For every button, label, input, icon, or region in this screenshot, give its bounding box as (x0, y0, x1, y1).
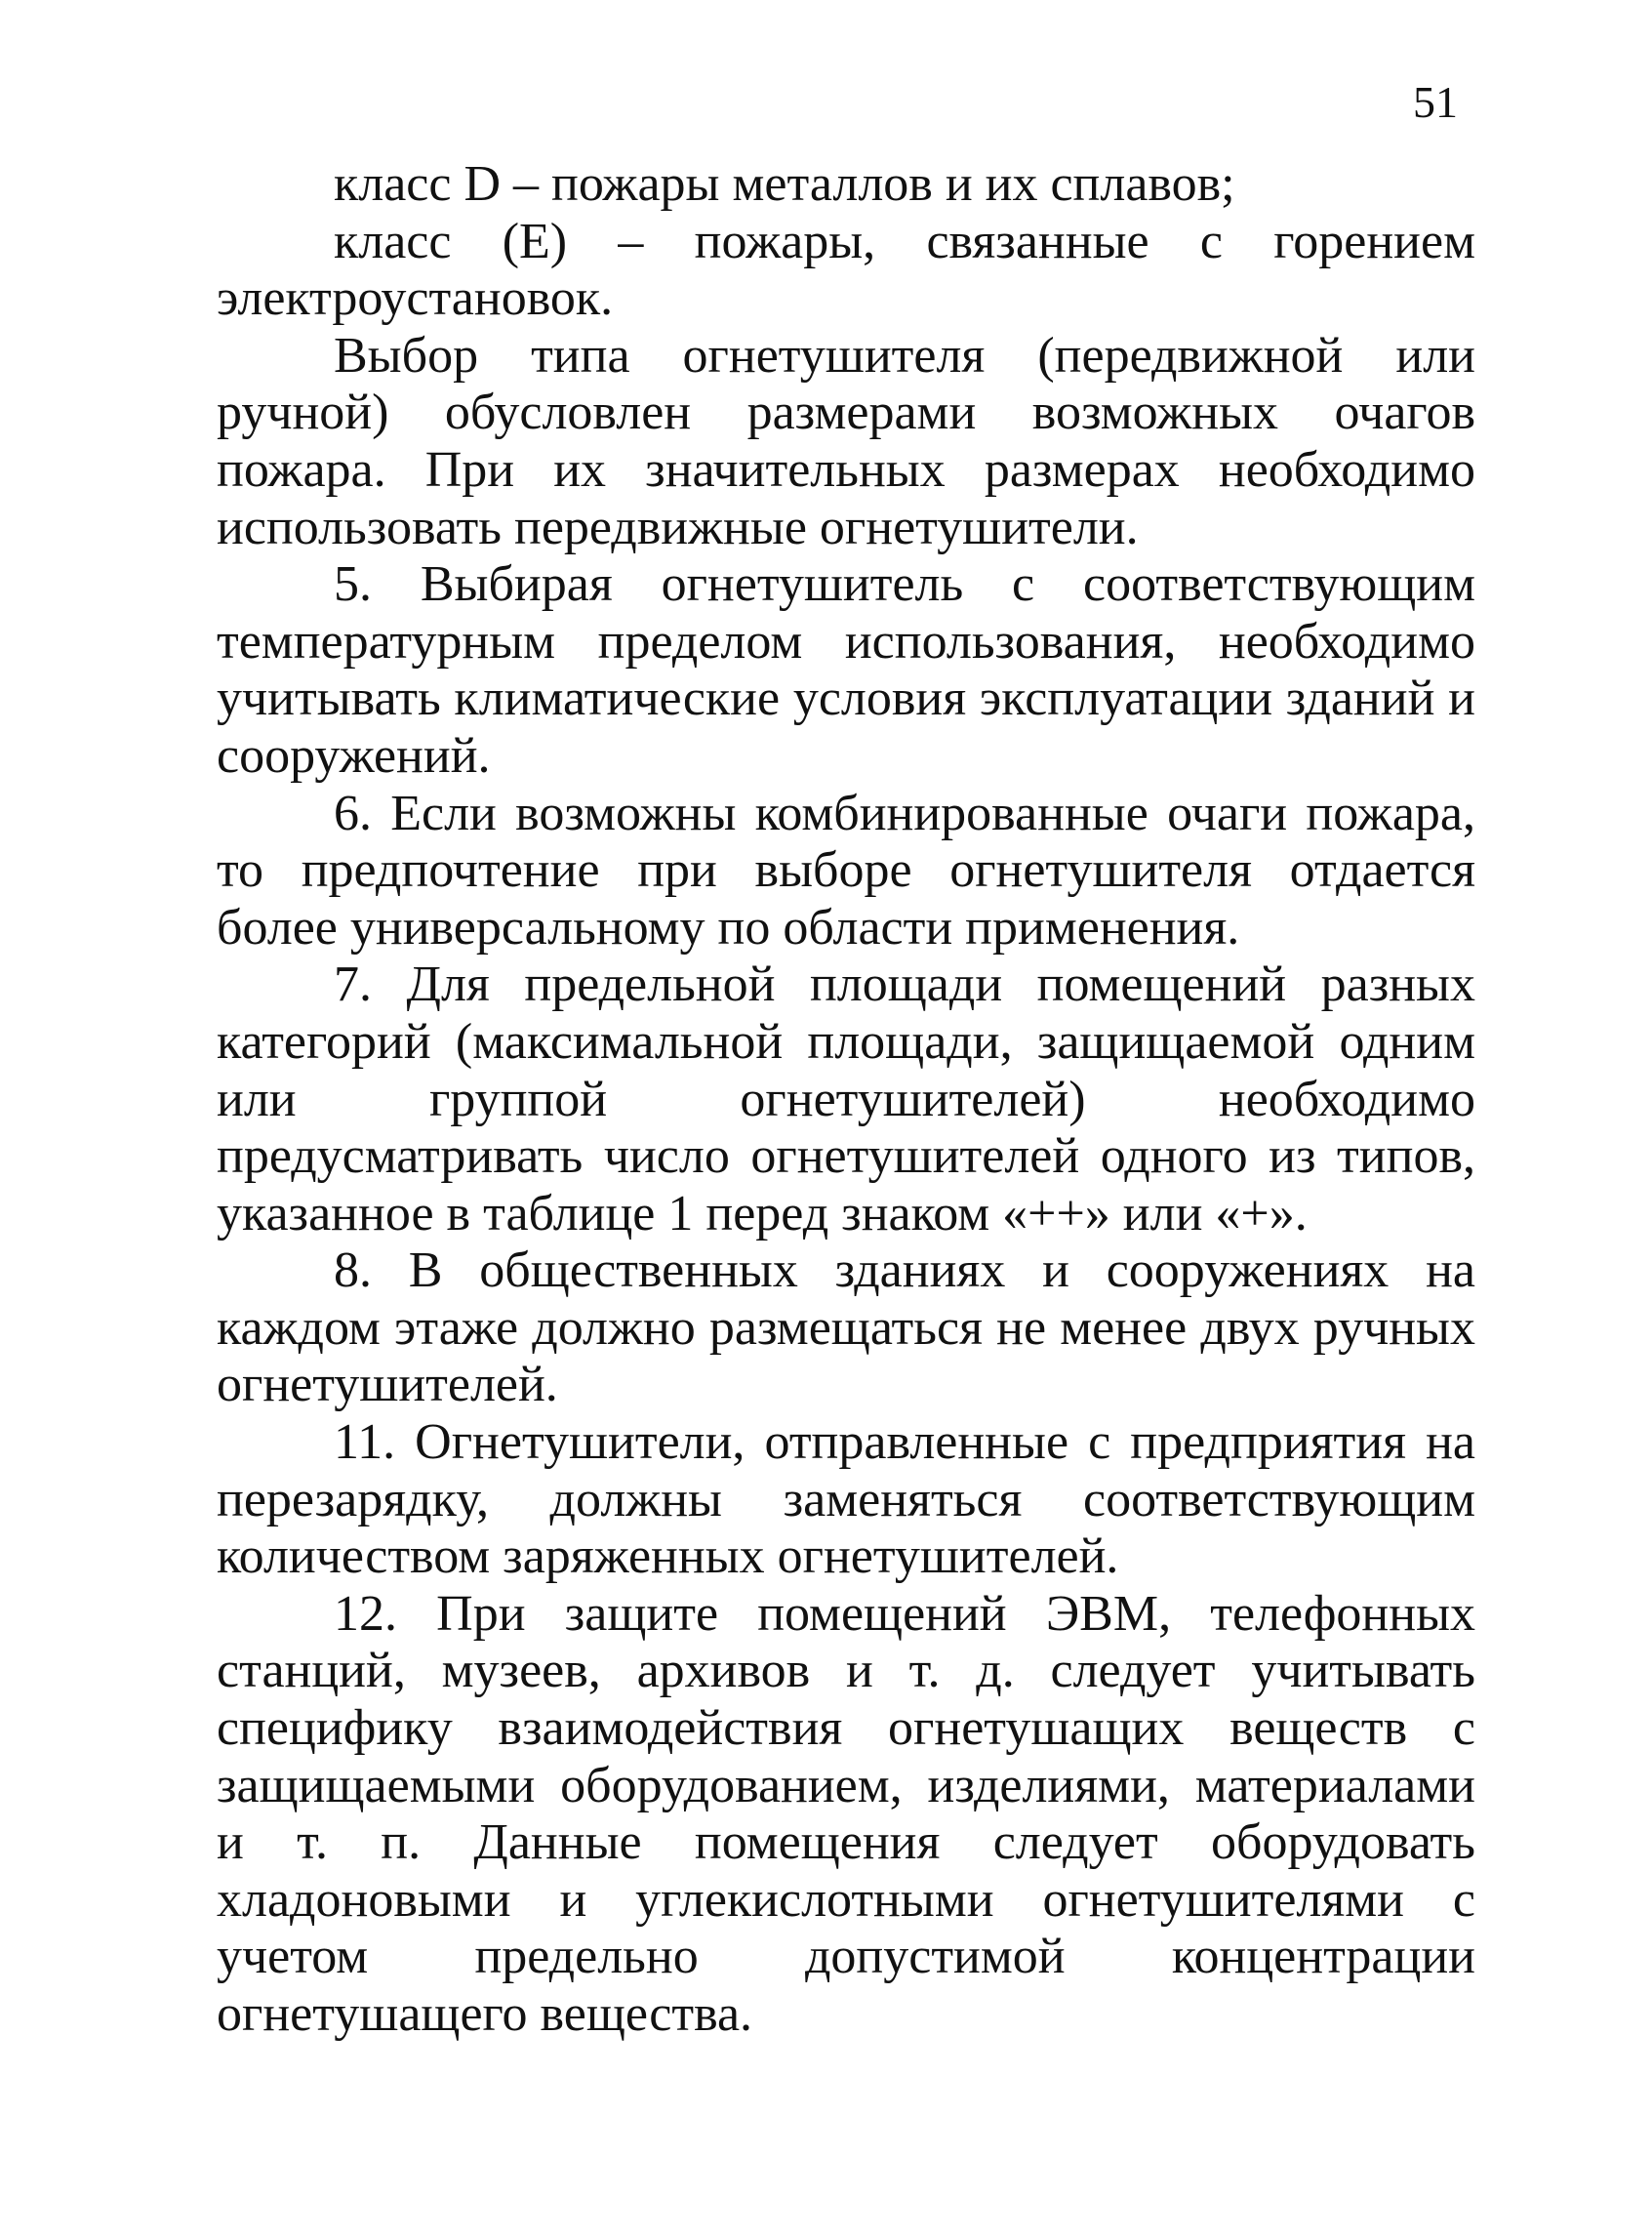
paragraph-item-12: 12. При защите помещений ЭВМ, телефонных станций, музеев, архивов и т. д. следует учитывать специфику взаимодействия огнетушащих веществ с защищаемыми оборудованием, изделиями, материалами и т. п. Данные помещения следует оборудовать хладоновыми и углекислотными огнетушителями с учетом предельно допустимой концентрации огнетушащего вещества. (217, 1585, 1475, 2042)
paragraph-item-6: 6. Если возможны комбинированные очаги пожара, то предпочтение при выборе огнетушителя отдается более универсальному по области применения. (217, 785, 1475, 956)
paragraph-extinguisher-type: Выбор типа огнетушителя (передвижной или ручной) обусловлен размерами возможных очагов пожара. При их значительных размерах необходимо использовать передвижные огнетушители. (217, 327, 1475, 555)
paragraph-item-8: 8. В общественных зданиях и сооружениях на каждом этаже должно размещаться не менее двух ручных огнетушителей. (217, 1242, 1475, 1413)
body-text (217, 156, 1475, 2044)
paragraph-item-5: 5. Выбирая огнетушитель с соответствующим температурным пределом использования, необходимо учитывать климатические условия эксплуатации зданий и сооружений. (217, 556, 1475, 784)
paragraph-item-7: 7. Для предельной площади помещений разных категорий (максимальной площади, защищаемой одним или группой огнетушителей) необходимо предусматривать число огнетушителей одного из типов, указанное в таблице 1 перед знаком «++» или «+». (217, 957, 1475, 1242)
paragraph-item-11: 11. Огнетушители, отправленные с предприятия на перезарядку, должны заменяться соответствующим количеством заряженных огнетушителей. (217, 1414, 1475, 1585)
paragraph-class-e: класс (E) – пожары, связанные с горением электроустановок. (217, 213, 1475, 327)
paragraph-class-d: класс D – пожары металлов и их сплавов; (334, 156, 1235, 212)
page-number: 51 (1413, 77, 1458, 127)
